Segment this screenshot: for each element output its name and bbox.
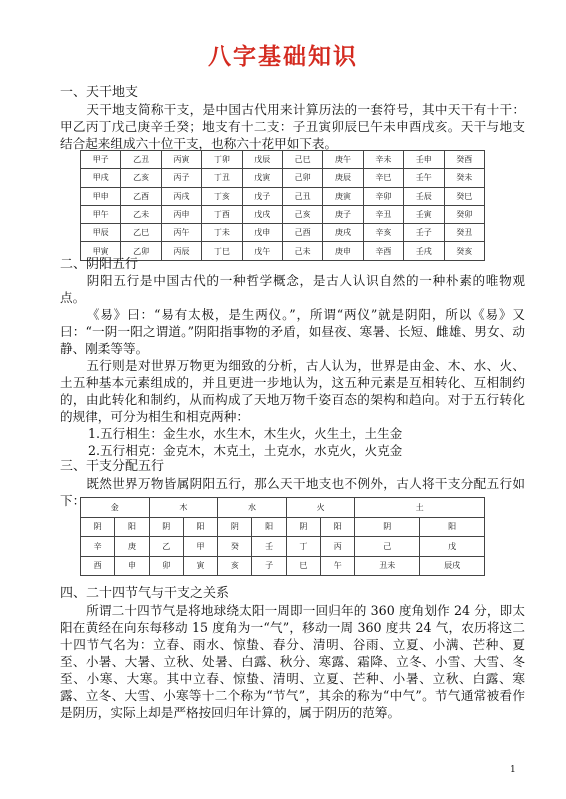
branches-row (81, 556, 485, 576)
element-header-cell: 火 (286, 498, 355, 518)
ganzhi-cell: 丁酉 (202, 205, 242, 223)
ganzhi-cell: 丁丑 (202, 169, 242, 187)
stems-cell: 甲 (183, 537, 217, 557)
ganzhi-cell: 甲戌 (81, 169, 121, 187)
wuxing-restriction-line: 2.五行相克：金克木，木克土，土克水，水克火，火克金 (88, 443, 403, 458)
table-row (81, 169, 485, 187)
branches-cell: 亥 (218, 556, 252, 576)
stems-cell: 丙 (321, 537, 355, 557)
branches-cell: 巳 (286, 556, 320, 576)
ganzhi-cell: 甲午 (81, 205, 121, 223)
section-2-paragraph-3: 五行则是对世界万物更为细致的分析，古人认为，世界是由金、木、水、火、土五种基本元素组成的，并且更进一步地认为，这五种元素是互相转化、互相制约的，由此转化和制约，从而构成了天地万物千姿百态的架构和趋向。对于五行转化的规律，可分为相生和相克两种： (60, 358, 525, 424)
stems-cell: 辛 (81, 537, 115, 557)
ganzhi-cell: 癸丑 (444, 224, 484, 242)
ganzhi-cell: 壬戌 (404, 242, 444, 260)
table-row (81, 187, 485, 205)
ganzhi-cell: 辛酉 (363, 242, 403, 260)
ganzhi-cell: 辛丑 (363, 205, 403, 223)
ganzhi-cell: 辛巳 (363, 169, 403, 187)
branches-cell: 丑未 (355, 556, 420, 576)
stems-cell: 丁 (286, 537, 320, 557)
ganzhi-cell: 庚辰 (323, 169, 363, 187)
ganzhi-cell: 癸巳 (444, 187, 484, 205)
stems-row (81, 537, 485, 557)
page-number: 1 (510, 765, 516, 775)
ganzhi-cell: 丙申 (161, 205, 201, 223)
ganzhi-cell: 庚寅 (323, 187, 363, 205)
ganzhi-cell: 壬辰 (404, 187, 444, 205)
branches-cell: 子 (252, 556, 286, 576)
ganzhi-cell: 戊辰 (242, 151, 282, 169)
ganzhi-cell: 癸亥 (444, 242, 484, 260)
ganzhi-cell: 壬子 (404, 224, 444, 242)
ganzhi-cell: 丙戌 (161, 187, 201, 205)
yinyang-cell: 阳 (183, 517, 217, 537)
ganzhi-cell: 壬午 (404, 169, 444, 187)
ganzhi-cell: 乙未 (121, 205, 161, 223)
ganzhi-cell: 癸酉 (444, 151, 484, 169)
table-row (81, 205, 485, 223)
ganzhi-cell: 丙午 (161, 224, 201, 242)
ganzhi-cell: 己卯 (282, 169, 322, 187)
ganzhi-cell: 庚子 (323, 205, 363, 223)
ganzhi-cell: 乙酉 (121, 187, 161, 205)
yinyang-cell: 阳 (252, 517, 286, 537)
section-3-paragraph: 既然世界万物皆属阴阳五行，那么天干地支也不例外，古人将干支分配五行如下： (60, 476, 525, 508)
yinyang-cell: 阳 (420, 517, 485, 537)
branches-cell: 卯 (149, 556, 183, 576)
branches-cell: 寅 (183, 556, 217, 576)
yinyang-cell: 阴 (218, 517, 252, 537)
ganzhi-cell: 丙辰 (161, 242, 201, 260)
ganzhi-cell: 壬寅 (404, 205, 444, 223)
stems-cell: 己 (355, 537, 420, 557)
ganzhi-cell: 甲寅 (81, 242, 121, 260)
stems-cell: 戊 (420, 537, 485, 557)
table-row (81, 224, 485, 242)
ganzhi-cell: 己酉 (282, 224, 322, 242)
table-row (81, 151, 485, 169)
ganzhi-cell: 戊寅 (242, 169, 282, 187)
ganzhi-cell: 甲子 (81, 151, 121, 169)
yinyang-cell: 阳 (321, 517, 355, 537)
ganzhi-cell: 戊子 (242, 187, 282, 205)
page-title: 八字基础知识 (208, 43, 358, 70)
ganzhi-cell: 丙寅 (161, 151, 201, 169)
stems-cell: 壬 (252, 537, 286, 557)
ganzhi-cell: 己未 (282, 242, 322, 260)
ganzhi-cell: 庚午 (323, 151, 363, 169)
element-header-cell: 水 (218, 498, 287, 518)
stems-cell: 庚 (115, 537, 149, 557)
section-2-paragraph-2: 《易》曰：“易有太极，是生两仪。”，所谓“两仪”就是阴阳，所以《易》又曰：“一阴一阳之谓道。”阴阳指事物的矛盾，如昼夜、寒暑、长短、雌雄、男女、动静、刚柔等等。 (60, 307, 525, 356)
ganzhi-cell: 甲辰 (81, 224, 121, 242)
ganzhi-cell: 乙巳 (121, 224, 161, 242)
wuxing-generation-line: 1.五行相生：金生水，水生木，木生火，火生土，土生金 (88, 426, 403, 441)
branches-cell: 酉 (81, 556, 115, 576)
ganzhi-cell: 己丑 (282, 187, 322, 205)
yinyang-cell: 阴 (355, 517, 420, 537)
section-1-paragraph: 天干地支简称干支，是中国古代用来计算历法的一套符号，其中天干有十干：甲乙丙丁戊己庚辛壬癸；地支有十二支：子丑寅卯辰巳午未申酉戌亥。天干与地支结合起来组成六十位干支，也称六十花甲如下表。 (60, 102, 525, 151)
ganzhi-cell: 丁巳 (202, 242, 242, 260)
ganzhi-cell: 癸未 (444, 169, 484, 187)
section-4-paragraph: 所谓二十四节气是将地球绕太阳一周即一回归年的 360 度角划作 24 分，即太阳在黄经在向东每移动 15 度角为一“气”，移动一周 360 度共 24 气，农历将这二十四节气名为：立春、雨水、惊蛰、春分、清明、谷雨、立夏、小满、芒种、夏至、小暑、大暑、立秋、处暑、白露、秋分、寒露、霜降、立冬、小雪、大雪、冬至、小寒、大寒。其中立春、惊蛰、清明、立夏、芒种、小暑、立秋、白露、寒露、立冬、大雪、小寒等十二个称为“节气”，其余的称为“中气”。节气通常被看作是阴历，实际上却是严格按回归年计算的，属于阴历的范筹。 (60, 603, 525, 720)
element-header-cell: 木 (149, 498, 218, 518)
ganzhi-cell: 丁卯 (202, 151, 242, 169)
element-header-cell: 金 (81, 498, 150, 518)
section-3-heading: 三、干支分配五行 (60, 459, 165, 474)
table-row (81, 242, 485, 260)
ganzhi-cell: 丙子 (161, 169, 201, 187)
section-4-heading: 四、二十四节气与干支之关系 (60, 586, 230, 601)
branches-cell: 申 (115, 556, 149, 576)
section-2-heading: 二、阴阳五行 (60, 257, 139, 272)
yinyang-row (81, 517, 485, 537)
ganzhi-cell: 辛未 (363, 151, 403, 169)
section-2-paragraph-1: 阴阳五行是中国古代的一种哲学概念，是古人认识自然的一种朴素的唯物观点。 (60, 273, 525, 305)
branches-cell: 午 (321, 556, 355, 576)
ganzhi-cell: 己亥 (282, 205, 322, 223)
yinyang-cell: 阴 (81, 517, 115, 537)
ganzhi-cell: 甲申 (81, 187, 121, 205)
ganzhi-cell: 己巳 (282, 151, 322, 169)
ganzhi-cell: 丁亥 (202, 187, 242, 205)
sexagenary-cycle-table (80, 150, 485, 261)
ganzhi-cell: 戊午 (242, 242, 282, 260)
element-header-cell: 土 (355, 498, 485, 518)
yinyang-cell: 阳 (115, 517, 149, 537)
ganzhi-cell: 癸卯 (444, 205, 484, 223)
branches-cell: 辰戌 (420, 556, 485, 576)
ganzhi-cell: 壬申 (404, 151, 444, 169)
element-header-row (81, 498, 485, 518)
ganzhi-cell: 辛卯 (363, 187, 403, 205)
ganzhi-wuxing-table (80, 497, 485, 576)
ganzhi-cell: 辛亥 (363, 224, 403, 242)
ganzhi-cell: 戊戌 (242, 205, 282, 223)
yinyang-cell: 阴 (149, 517, 183, 537)
ganzhi-cell: 乙亥 (121, 169, 161, 187)
ganzhi-cell: 庚申 (323, 242, 363, 260)
ganzhi-cell: 戊申 (242, 224, 282, 242)
stems-cell: 乙 (149, 537, 183, 557)
stems-cell: 癸 (218, 537, 252, 557)
ganzhi-cell: 庚戌 (323, 224, 363, 242)
section-1-heading: 一、天干地支 (60, 85, 139, 100)
ganzhi-cell: 乙丑 (121, 151, 161, 169)
yinyang-cell: 阴 (286, 517, 320, 537)
ganzhi-cell: 乙卯 (121, 242, 161, 260)
ganzhi-cell: 丁未 (202, 224, 242, 242)
